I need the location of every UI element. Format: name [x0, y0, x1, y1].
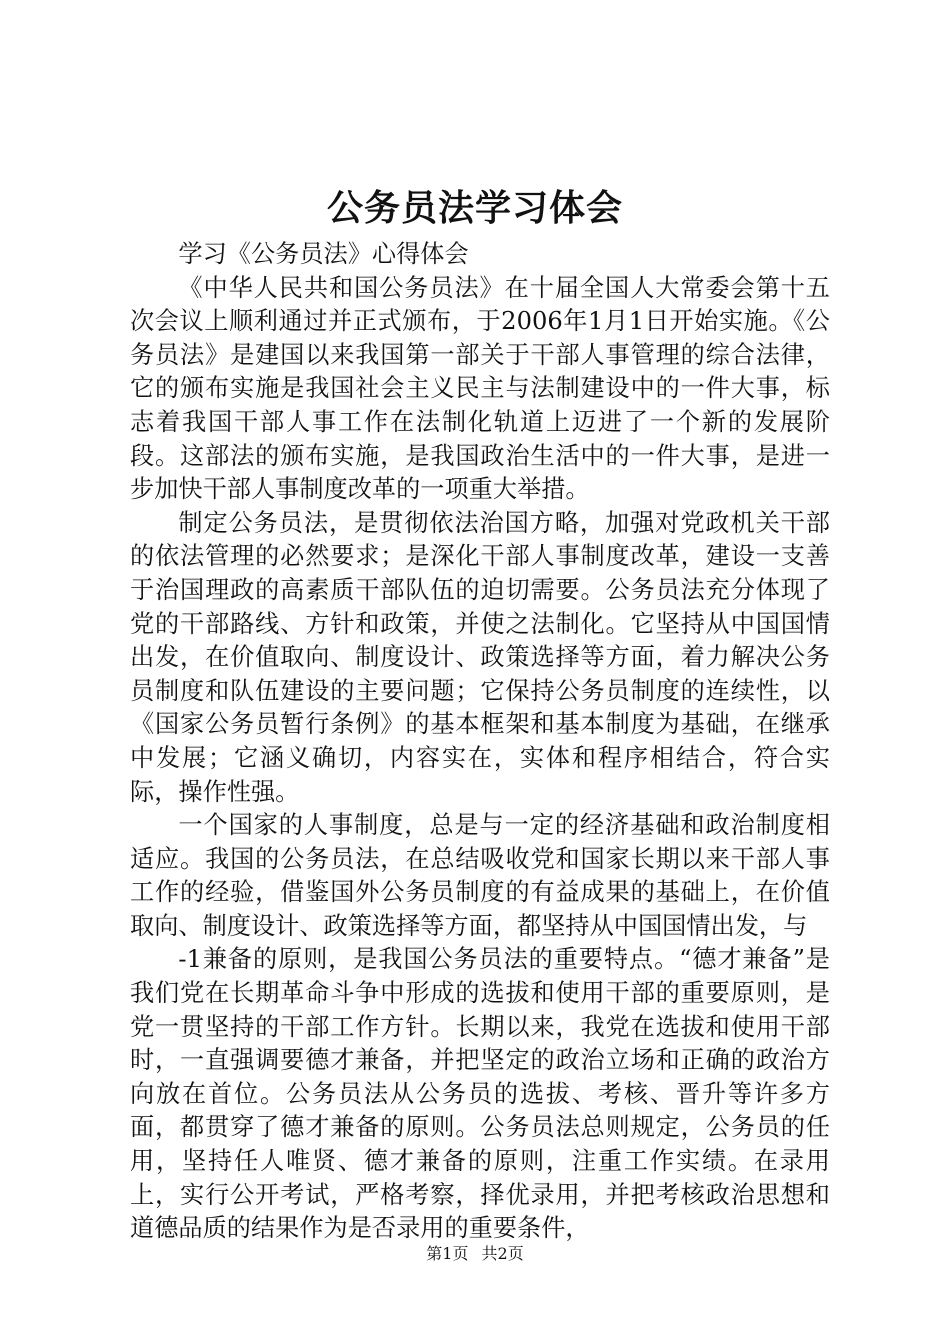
- body-paragraph: 《中华人民共和国公务员法》在十届全国人大常委会第十五次会议上顺利通过并正式颁布，于2006年1月1日开始实施。《公务员法》是建国以来我国第一部关于干部人事管理的综合法律，它的颁布实施是我国社会主义民主与法制建设中的一件大事，标志着我国干部人事工作在法制化轨道上迈进了一个新的发展阶段。这部法的颁布实施，是我国政治生活中的一件大事，是进一步加快干部人事制度改革的一项重大举措。: [130, 273, 830, 504]
- body-paragraph: 制定公务员法，是贯彻依法治国方略，加强对党政机关干部的依法管理的必然要求；是深化干部人事制度改革，建设一支善于治国理政的高素质干部队伍的迫切需要。公务员法充分体现了党的干部路线、方针和政策，并使之法制化。它坚持从中国国情出发，在价值取向、制度设计、政策选择等方面，着力解决公务员制度和队伍建设的主要问题；它保持公务员制度的连续性，以《国家公务员暂行条例》的基本框架和基本制度为基础，在继承中发展；它涵义确切，内容实在，实体和程序相结合，符合实际，操作性强。: [130, 508, 830, 806]
- body-paragraph: -1兼备的原则，是我国公务员法的重要特点。“德才兼备”是我们党在长期革命斗争中形成的选拔和使用干部的重要原则，是党一贯坚持的干部工作方针。长期以来，我党在选拔和使用干部时，一直强调要德才兼备，并把坚定的政治立场和正确的政治方向放在首位。公务员法从公务员的选拔、考核、晋升等许多方面，都贯穿了德才兼备的原则。公务员法总则规定，公务员的任用，坚持任人唯贤、德才兼备的原则，注重工作实绩。在录用上，实行公开考试，严格考察，择优录用，并把考核政治思想和道德品质的结果作为是否录用的重要条件，: [130, 945, 830, 1243]
- page-number: 第1页: [426, 1244, 469, 1263]
- body-paragraph: 一个国家的人事制度，总是与一定的经济基础和政治制度相适应。我国的公务员法，在总结吸收党和国家长期以来干部人事工作的经验，借鉴国外公务员制度的有益成果的基础上，在价值取向、制度设计、政策选择等方面，都坚持从中国国情出发，与: [130, 811, 830, 940]
- document-title: 公务员法学习体会: [326, 187, 623, 229]
- page-footer: [0, 1243, 950, 1265]
- document-body: [130, 238, 830, 1246]
- subtitle-paragraph: 学习《公务员法》心得体会: [178, 240, 469, 268]
- page-total: 共2页: [481, 1244, 524, 1263]
